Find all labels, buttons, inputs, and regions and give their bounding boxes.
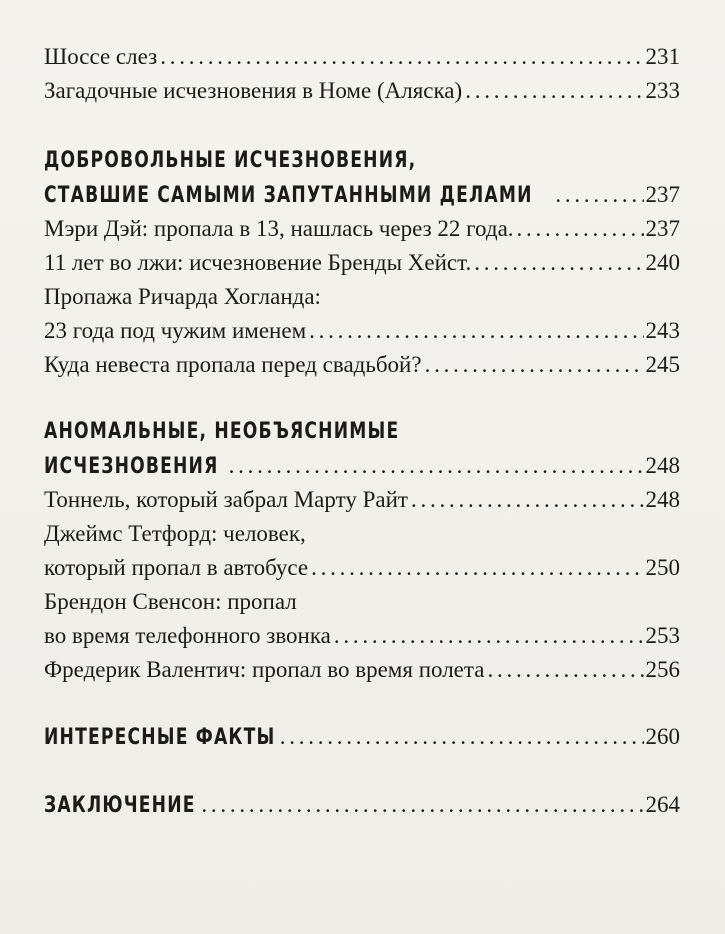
entry-title: Загадочные исчезновения в Номе (Аляска) — [44, 78, 463, 103]
dot-leader — [280, 722, 644, 752]
dot-leader — [555, 180, 643, 210]
entry-page: 250 — [645, 555, 680, 580]
section-heading-line2: СТАВШИЕ САМЫМИ ЗАПУТАННЫМИ ДЕЛАМИ — [44, 183, 533, 208]
dot-leader — [309, 316, 643, 346]
entry-page: 248 — [645, 487, 680, 512]
toc-section-entry — [44, 722, 680, 753]
entry-page: 260 — [645, 724, 680, 749]
entry-page: 264 — [645, 792, 680, 817]
section-heading-line2: ИСЧЕЗНОВЕНИЯ — [44, 454, 219, 479]
toc-entry — [44, 42, 680, 72]
entry-page: 248 — [645, 453, 680, 478]
entry-title: 11 лет во лжи: исчезновение Бренды Хейст. — [44, 250, 472, 275]
dot-leader — [487, 655, 643, 685]
entry-title: Куда невеста пропала перед свадьбой? — [44, 352, 422, 377]
dot-leader — [425, 350, 644, 380]
toc-section-entry — [44, 790, 680, 821]
dot-leader — [201, 790, 643, 820]
toc-entry — [44, 316, 680, 346]
entry-title-line1: Джеймс Тетфорд: человек, — [44, 521, 306, 546]
entry-page: 231 — [645, 44, 680, 69]
dot-leader — [517, 214, 644, 244]
dot-leader — [229, 451, 644, 481]
entry-title-line1: Брендон Свенсон: пропал — [44, 589, 297, 614]
toc-entry — [44, 485, 680, 515]
entry-page: 253 — [645, 623, 680, 648]
entry-page: 237 — [645, 216, 680, 241]
section-heading: ИНТЕРЕСНЫЕ ФАКТЫ — [44, 725, 276, 750]
toc-entry-line1 — [44, 519, 680, 549]
section-heading-line1: АНОМАЛЬНЫЕ, НЕОБЪЯСНИМЫЕ — [44, 419, 400, 444]
toc-entry — [44, 214, 680, 244]
entry-page: 240 — [645, 250, 680, 275]
dot-leader — [334, 621, 644, 651]
entry-page: 243 — [645, 318, 680, 343]
toc-entry-line1 — [44, 282, 680, 312]
section-heading-line1: ДОБРОВОЛЬНЫЕ ИСЧЕЗНОВЕНИЯ, — [44, 148, 417, 173]
entry-title: Тоннель, который забрал Марту Райт — [44, 487, 408, 512]
entry-page: 245 — [645, 352, 680, 377]
entry-title-line1: Пропажа Ричарда Хогланда: — [44, 284, 321, 309]
toc-section-entry — [44, 451, 680, 482]
toc-entry — [44, 553, 680, 583]
dot-leader — [160, 42, 643, 72]
toc-entry — [44, 76, 680, 106]
toc-entry — [44, 621, 680, 651]
dot-leader — [411, 485, 644, 515]
dot-leader — [465, 76, 643, 106]
entry-page: 237 — [645, 182, 680, 207]
entry-title: Мэри Дэй: пропала в 13, нашлась через 22 года. — [44, 216, 514, 241]
entry-page: 256 — [645, 657, 680, 682]
entry-title: Шоссе слез — [44, 44, 158, 69]
toc-entry — [44, 248, 680, 278]
entry-title-line2: во время телефонного звонка — [44, 623, 331, 648]
entry-title-line2: 23 года под чужим именем — [44, 318, 307, 343]
entry-title-line2: который пропал в автобусе — [44, 555, 309, 580]
dot-leader — [311, 553, 643, 583]
toc-entry — [44, 350, 680, 380]
entry-title: Фредерик Валентич: пропал во время полета — [44, 657, 485, 682]
toc-section-entry — [44, 180, 680, 211]
toc-entry-line1 — [44, 587, 680, 617]
dot-leader — [474, 248, 643, 278]
toc-entry — [44, 655, 680, 685]
section-heading: ЗАКЛЮЧЕНИЕ — [44, 793, 196, 818]
entry-page: 233 — [645, 78, 680, 103]
